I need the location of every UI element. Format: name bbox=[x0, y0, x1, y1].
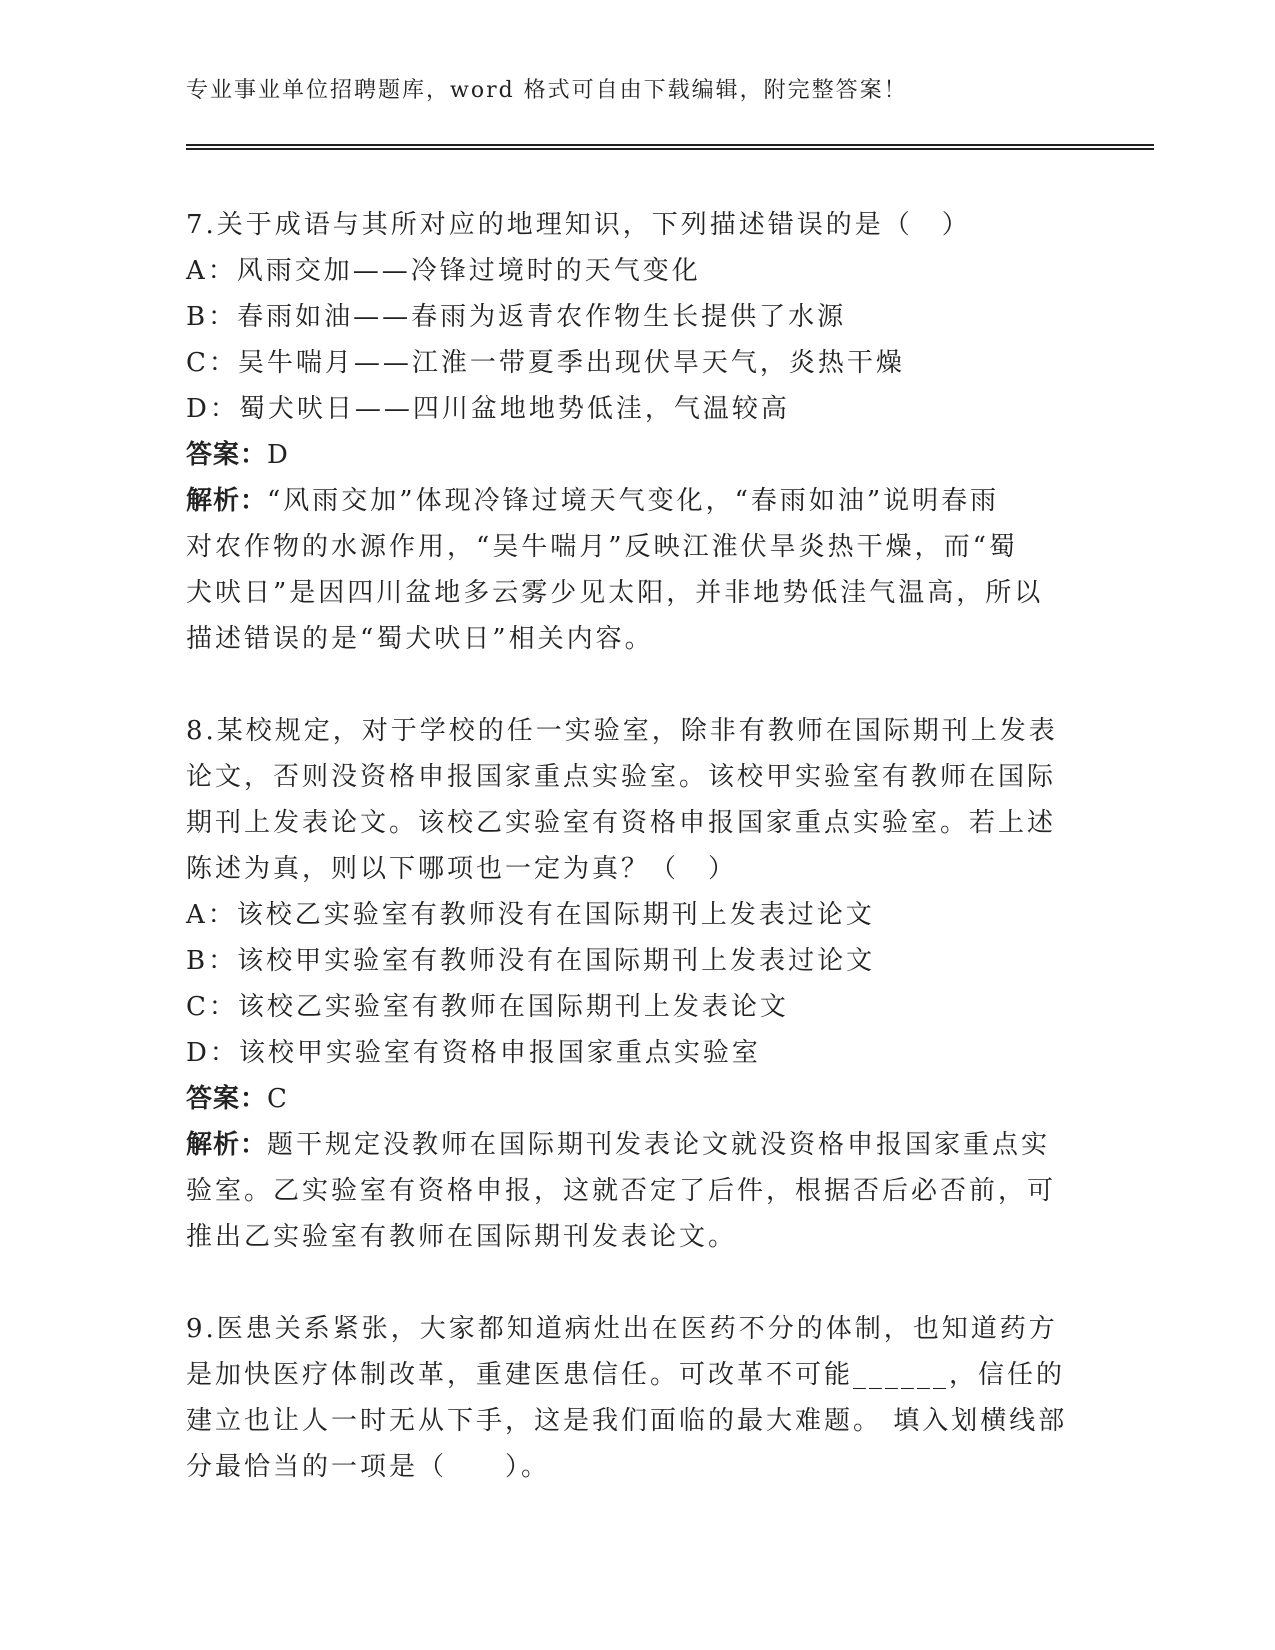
q8-answer-label: 答案： bbox=[186, 1084, 268, 1114]
q8-stem-line-2: 论文，否则没资格申报国家重点实验室。该校甲实验室有教师在国际 bbox=[186, 762, 1057, 792]
q7-option-c: C：吴牛喘月——江淮一带夏季出现伏旱天气，炎热干燥 bbox=[186, 348, 905, 378]
q7-answer-value: D bbox=[267, 440, 291, 470]
q8-analysis-line-3: 推出乙实验室有教师在国际期刊发表论文。 bbox=[186, 1222, 738, 1252]
q7-analysis-line-4: 描述错误的是“蜀犬吠日”相关内容。 bbox=[186, 624, 654, 654]
q9-stem-line-2: 是加快医疗体制改革，重建医患信任。可改革不可能______，信任的 bbox=[186, 1360, 1066, 1390]
q8-answer-value: C bbox=[267, 1084, 290, 1114]
q8-analysis-line-2: 验室。乙实验室有资格申报，这就否定了后件，根据否后必否前，可 bbox=[186, 1176, 1057, 1206]
q8-option-a: A：该校乙实验室有教师没有在国际期刊上发表过论文 bbox=[186, 900, 875, 930]
q8-option-d: D：该校甲实验室有资格申报国家重点实验室 bbox=[186, 1038, 761, 1068]
q7-analysis-line-1 bbox=[186, 478, 1086, 524]
q8-answer bbox=[186, 1076, 1086, 1122]
q8-analysis-text-1: 题干规定没教师在国际期刊发表论文就没资格申报国家重点实 bbox=[267, 1130, 1051, 1160]
q8-option-c: C：该校乙实验室有教师在国际期刊上发表论文 bbox=[186, 992, 789, 1022]
q8-stem-line-1: 8.某校规定，对于学校的任一实验室，除非有教师在国际期刊上发表 bbox=[186, 716, 1058, 746]
q9-stem-line-1: 9.医患关系紧张，大家都知道病灶出在医药不分的体制，也知道药方 bbox=[186, 1314, 1058, 1344]
q8-analysis-label: 解析： bbox=[186, 1130, 268, 1160]
q7-answer bbox=[186, 432, 1086, 478]
q7-stem: 7.关于成语与其所对应的地理知识，下列描述错误的是（ ） bbox=[186, 210, 971, 240]
q7-answer-label: 答案： bbox=[186, 440, 268, 470]
q9-stem-line-3: 建立也让人一时无从下手，这是我们面临的最大难题。 填入划横线部 bbox=[186, 1406, 1068, 1436]
q7-analysis-label: 解析： bbox=[186, 486, 268, 516]
q8-analysis-line-1 bbox=[186, 1122, 1086, 1168]
q7-option-d: D：蜀犬吠日——四川盆地地势低洼，气温较高 bbox=[186, 394, 790, 424]
page-header-text: 专业事业单位招聘题库，word 格式可自由下载编辑，附完整答案！ bbox=[186, 78, 908, 103]
question-spacer bbox=[186, 662, 1086, 708]
q8-option-b: B：该校甲实验室有教师没有在国际期刊上发表过论文 bbox=[186, 946, 876, 976]
q7-option-a: A：风雨交加——冷锋过境时的天气变化 bbox=[186, 256, 701, 286]
question-spacer bbox=[186, 1260, 1086, 1306]
q7-analysis-text-1: “风雨交加”体现冷锋过境天气变化，“春雨如油”说明春雨 bbox=[267, 486, 1000, 516]
header-divider bbox=[186, 144, 1154, 150]
q7-analysis-line-2: 对农作物的水源作用，“吴牛喘月”反映江淮伏旱炎热干燥，而“蜀 bbox=[186, 532, 1018, 562]
question-content bbox=[186, 202, 1086, 1490]
q7-option-b: B：春雨如油——春雨为返青农作物生长提供了水源 bbox=[186, 302, 847, 332]
q9-stem-line-4: 分最恰当的一项是（ ）。 bbox=[186, 1452, 551, 1482]
q7-analysis-line-3: 犬吠日”是因四川盆地多云雾少见太阳，并非地势低洼气温高，所以 bbox=[186, 578, 1044, 608]
q8-stem-line-4: 陈述为真，则以下哪项也一定为真？（ ） bbox=[186, 854, 738, 884]
q8-stem-line-3: 期刊上发表论文。该校乙实验室有资格申报国家重点实验室。若上述 bbox=[186, 808, 1057, 838]
